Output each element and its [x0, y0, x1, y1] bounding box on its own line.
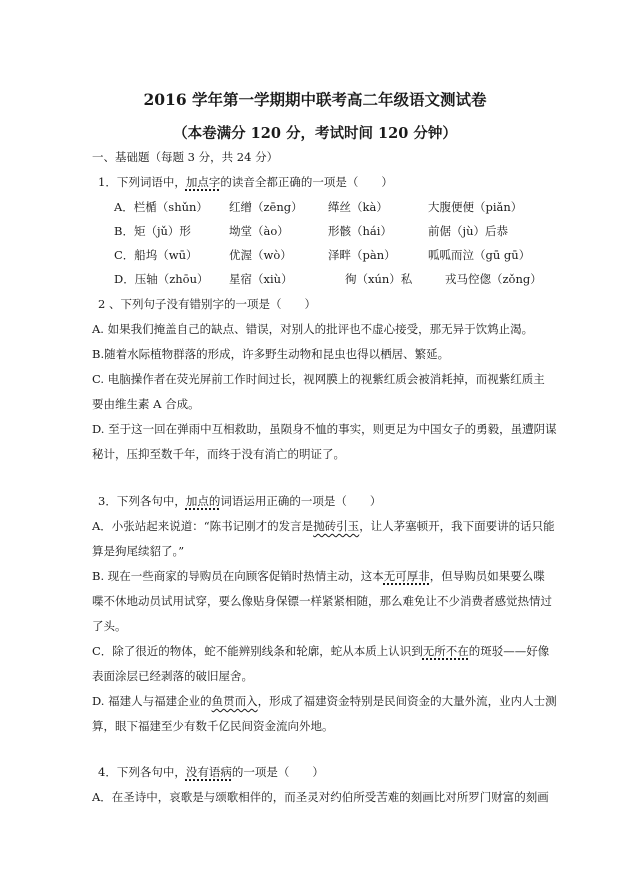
q3-option-d-line1: D. 福建人与福建企业的鱼贯而入，形成了福建资金特别是民间资金的大量外流，业内人士测 [92, 694, 557, 708]
q4-option-a-line1: A．在圣诗中，哀歌是与颂歌相伴的，而圣灵对约伯所受苦难的刻画比对所罗门财富的刻画 [92, 790, 549, 804]
question-4-stem: 4．下列各句中，没有语病的一项是（ ） [98, 765, 324, 779]
q3-option-b-line1: B. 现在一些商家的导购员在向顾客促销时热情主动，这本无可厚非，但导购员如果要么喋 [92, 569, 545, 583]
q3-option-b-line2: 喋不休地动员试用试穿，要么像贴身保镖一样紧紧相随，那么难免让不少消费者感觉热情过 [92, 594, 552, 608]
q1-option-d: D．压轴（zhōu） [114, 272, 209, 286]
q3-option-a-line1: A．小张站起来说道：“陈书记刚才的发言是抛砖引玉，让人茅塞顿开，我下面要讲的话只能 [92, 519, 555, 533]
emphasized-word: 无可厚非 [383, 569, 430, 583]
q1-option-a-3: 缂丝（kà） [328, 200, 388, 214]
q2-option-d-line2: 秘计，压抑至数千年，而终于没有消亡的明证了。 [92, 447, 345, 461]
emphasized-word: 无所不在 [422, 644, 469, 658]
q1-option-c-2: 优渥（wò） [229, 248, 292, 262]
emphasized-word: 鱼贯而入 [211, 694, 258, 708]
q2-option-c-line1: C. 电脑操作者在荧光屏前工作时间过长，视网膜上的视紫红质会被消耗掉，而视紫红质主 [92, 372, 545, 386]
q1-option-d-2: 星宿（xiù） [229, 272, 293, 286]
q1-option-b: B．矩（jǔ）形 [114, 224, 191, 238]
q1-option-b-3: 形骸（hái） [328, 224, 392, 238]
q2-option-a: A. 如果我们掩盖自己的缺点、错误，对别人的批评也不虚心接受，那无异于饮鸩止渴。 [92, 322, 534, 336]
question-3-stem: 3．下列各句中，加点的词语运用正确的一项是（ ） [98, 494, 382, 508]
q1-option-c-3: 泽畔（pàn） [328, 248, 396, 262]
question-1-stem: 1．下列词语中，加点字的读音全都正确的一项是（ ） [98, 175, 393, 189]
q3-option-c-line2: 表面涂层已经剥落的破旧屋舍。 [92, 669, 253, 683]
q2-option-b: B.随着水际植物群落的形成，许多野生动物和昆虫也得以栖居、繁延。 [92, 347, 450, 361]
emphasized-word: 加点的 [185, 494, 221, 508]
emphasized-word: 加点字 [185, 175, 221, 189]
q1-option-c: C．船坞（wū） [114, 248, 198, 262]
q3-option-c-line1: C．除了很近的物体，蛇不能辨别线条和轮廓，蛇从本质上认识到无所不在的斑驳——好像 [92, 644, 550, 658]
q1-option-a-2: 红缯（zēng） [229, 200, 303, 214]
q2-option-d-line1: D. 至于这一回在弹雨中互相救助，虽陨身不恤的事实，则更足为中国女子的勇毅，虽遭阴谋 [92, 422, 557, 436]
q1-option-d-3: 徇（xún）私 [345, 272, 413, 286]
q3-option-b-line3: 了头。 [92, 619, 127, 633]
q2-option-c-line2: 要由维生素 A 合成。 [92, 397, 200, 411]
q1-option-a-4: 大腹便便（piǎn） [428, 200, 523, 214]
q1-option-d-4: 戎马倥偬（zǒng） [445, 272, 542, 286]
section-heading: 一、基础题（每题 3 分，共 24 分） [92, 150, 279, 164]
q3-option-d-line2: 算，眼下福建至少有数千亿民间资金流向外地。 [92, 719, 334, 733]
question-2-stem: 2 、下列句子没有错别字的一项是（ ） [98, 297, 316, 311]
q1-option-b-4: 前倨（jù）后恭 [428, 224, 508, 238]
page-title: 2016 学年第一学期期中联考高二年级语文测试卷 [143, 90, 487, 109]
q3-option-a-line2: 算是狗尾续貂了。” [92, 544, 185, 558]
page-subtitle: （本卷满分 120 分，考试时间 120 分钟） [173, 125, 457, 142]
q1-option-b-2: 坳堂（ào） [229, 224, 289, 238]
q1-option-c-4: 呱呱而泣（gū gū） [428, 248, 531, 262]
q1-option-a: A．栏楯（shǔn） [114, 200, 208, 214]
emphasized-word: 没有语病 [185, 765, 232, 779]
emphasized-word: 抛砖引玉 [313, 519, 360, 533]
